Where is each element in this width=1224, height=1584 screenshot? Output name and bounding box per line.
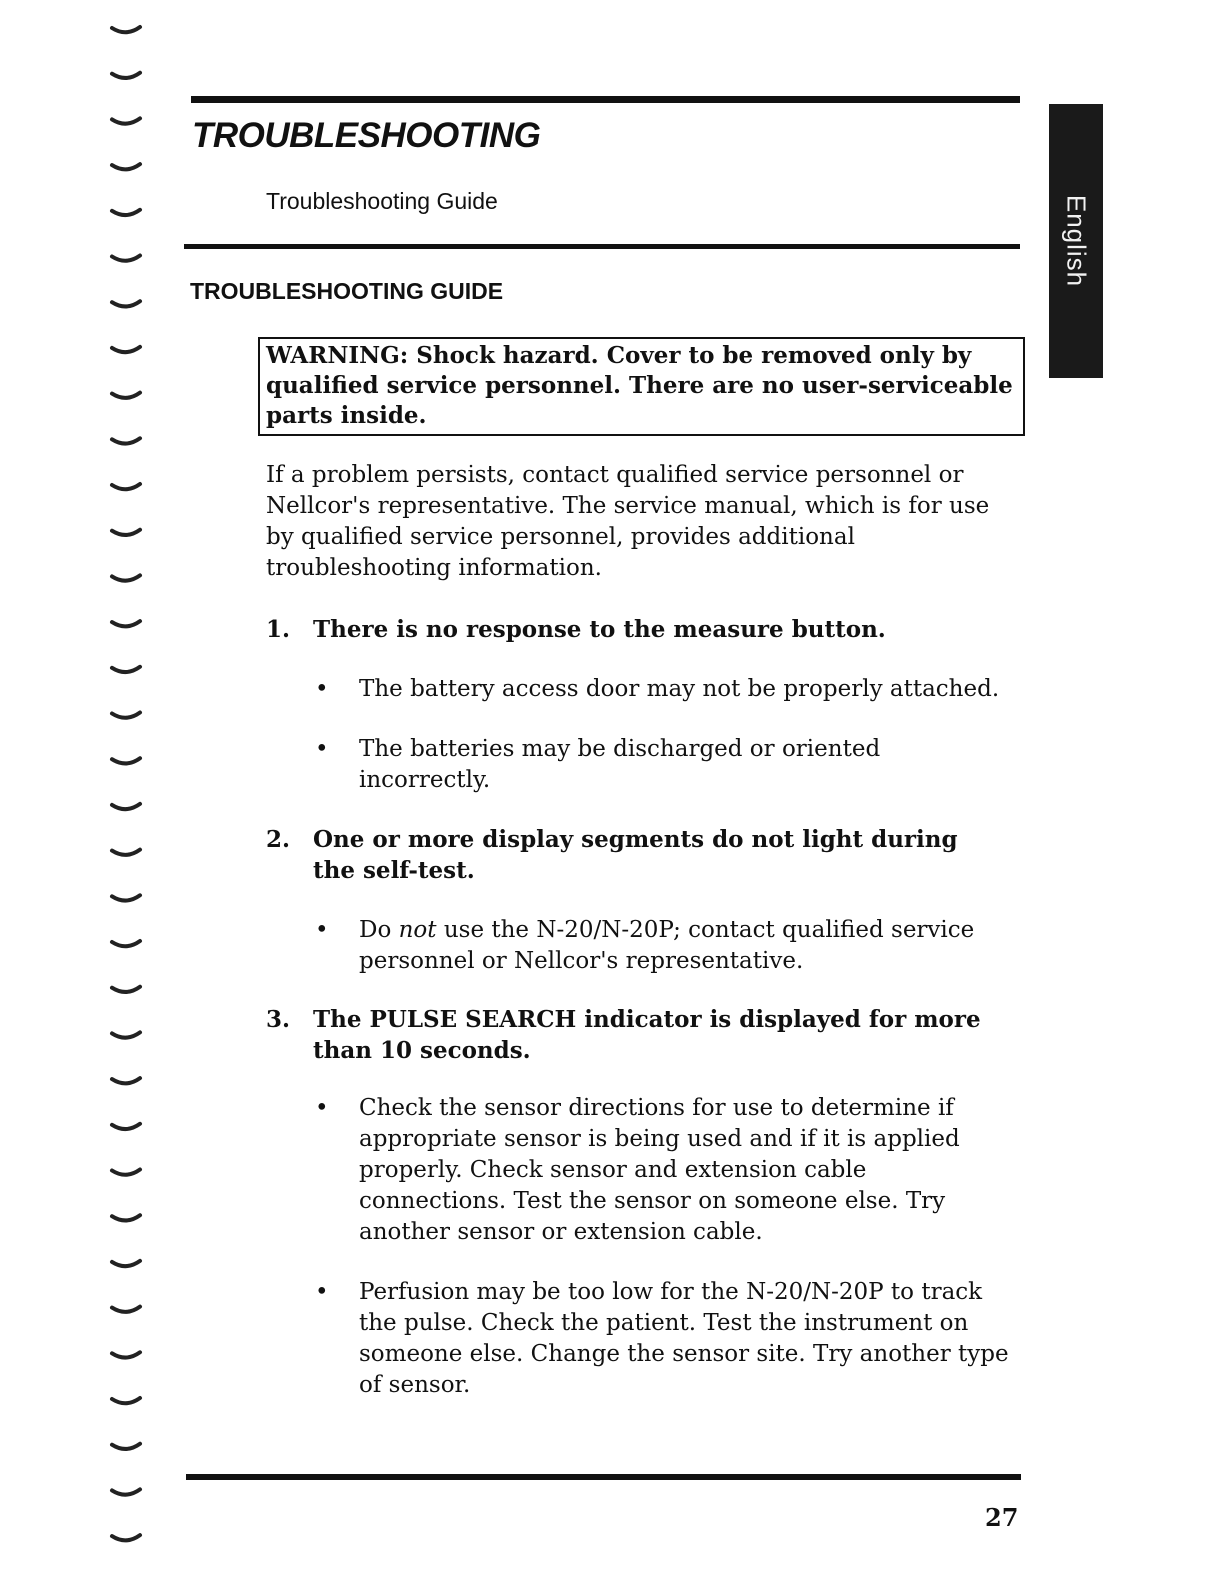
- bullet-item: [312, 734, 932, 796]
- binding-ring: [112, 850, 140, 855]
- item-number: 2.: [266, 826, 291, 853]
- warning-text: WARNING: Shock hazard. Cover to be removed only by qualified service personnel. There are no user-serviceable parts inside.: [266, 342, 1013, 429]
- chapter-subtitle: Troubleshooting Guide: [266, 188, 498, 214]
- bullet-text: Check the sensor directions for use to determine if appropriate sensor is being used and if it is applied properly. Check sensor and extension cable connections. Test the sensor on someone else. Try another sensor or extension cable.: [359, 1095, 960, 1245]
- section-rule: [184, 244, 1020, 249]
- binding-ring: [112, 347, 140, 352]
- binding-ring: [112, 73, 140, 78]
- binding-ring: [112, 1307, 140, 1312]
- bullet-item: [312, 1277, 1012, 1401]
- binding-rings: [108, 10, 158, 1570]
- binding-ring: [112, 758, 140, 763]
- bullet-text: [359, 915, 1012, 977]
- binding-ring: [112, 1535, 140, 1540]
- bullet-item: [312, 915, 1012, 977]
- binding-ring: [112, 210, 140, 215]
- bullet-text-before: Do: [359, 917, 399, 943]
- binding-ring: [112, 1032, 140, 1037]
- language-tab-label: English: [1061, 194, 1092, 288]
- troubleshooting-item: [266, 1004, 1011, 1066]
- binding-ring: [112, 1398, 140, 1403]
- item-number: 3.: [266, 1006, 291, 1033]
- bullet-text-after: use the N-20/N-20P; contact qualified service personnel or Nellcor's representative.: [359, 917, 975, 974]
- item-title: The PULSE SEARCH indicator is displayed for more than 10 seconds.: [313, 1006, 981, 1064]
- binding-ring: [112, 164, 140, 169]
- bullet-text-emphasis: not: [398, 917, 437, 943]
- item-number: 1.: [266, 616, 291, 643]
- binding-ring: [112, 621, 140, 626]
- top-rule: [191, 96, 1020, 103]
- item-title: One or more display segments do not light during the self-test.: [313, 826, 958, 884]
- binding-ring: [112, 941, 140, 946]
- intro-paragraph: If a problem persists, contact qualified service personnel or Nellcor's representative. The service manual, which is for use by qualified service personnel, provides additional troubleshooting information.: [266, 462, 990, 581]
- bottom-rule: [186, 1474, 1021, 1480]
- bullet-icon: •: [315, 676, 329, 702]
- spiral-binding: [108, 10, 158, 1570]
- binding-ring: [112, 1215, 140, 1220]
- binding-ring: [112, 987, 140, 992]
- bullet-icon: •: [315, 1095, 329, 1121]
- bullet-icon: •: [315, 917, 329, 943]
- warning-box: [258, 337, 1025, 436]
- binding-ring: [112, 1352, 140, 1357]
- page-number: 27: [985, 1503, 1019, 1532]
- binding-ring: [112, 667, 140, 672]
- bullet-icon: •: [315, 1279, 329, 1305]
- bullet-text: Perfusion may be too low for the N-20/N-20P to track the pulse. Check the patient. Test the instrument on someone else. Change the sensor site. Try another type of sensor.: [359, 1279, 1009, 1398]
- binding-ring: [112, 256, 140, 261]
- item-title: There is no response to the measure button.: [313, 616, 886, 643]
- binding-ring: [112, 27, 140, 32]
- binding-ring: [112, 1078, 140, 1083]
- language-tab: [1049, 104, 1103, 378]
- binding-ring: [112, 713, 140, 718]
- binding-ring: [112, 895, 140, 900]
- bullet-text: The battery access door may not be properly attached.: [359, 676, 1000, 702]
- binding-ring: [112, 484, 140, 489]
- bullet-item: [312, 1093, 972, 1248]
- binding-ring: [112, 1444, 140, 1449]
- binding-ring: [112, 393, 140, 398]
- bullet-icon: •: [315, 736, 329, 762]
- binding-ring: [112, 1124, 140, 1129]
- binding-ring: [112, 530, 140, 535]
- troubleshooting-item: [266, 824, 996, 886]
- binding-ring: [112, 1489, 140, 1494]
- chapter-title: TROUBLESHOOTING: [192, 116, 541, 155]
- binding-ring: [112, 438, 140, 443]
- troubleshooting-item: [266, 614, 1011, 645]
- binding-ring: [112, 575, 140, 580]
- binding-ring: [112, 301, 140, 306]
- binding-ring: [112, 804, 140, 809]
- binding-ring: [112, 118, 140, 123]
- binding-ring: [112, 1170, 140, 1175]
- bullet-text: The batteries may be discharged or oriented incorrectly.: [359, 736, 881, 793]
- section-heading: TROUBLESHOOTING GUIDE: [190, 278, 504, 304]
- bullet-item: [312, 674, 1012, 705]
- binding-ring: [112, 1261, 140, 1266]
